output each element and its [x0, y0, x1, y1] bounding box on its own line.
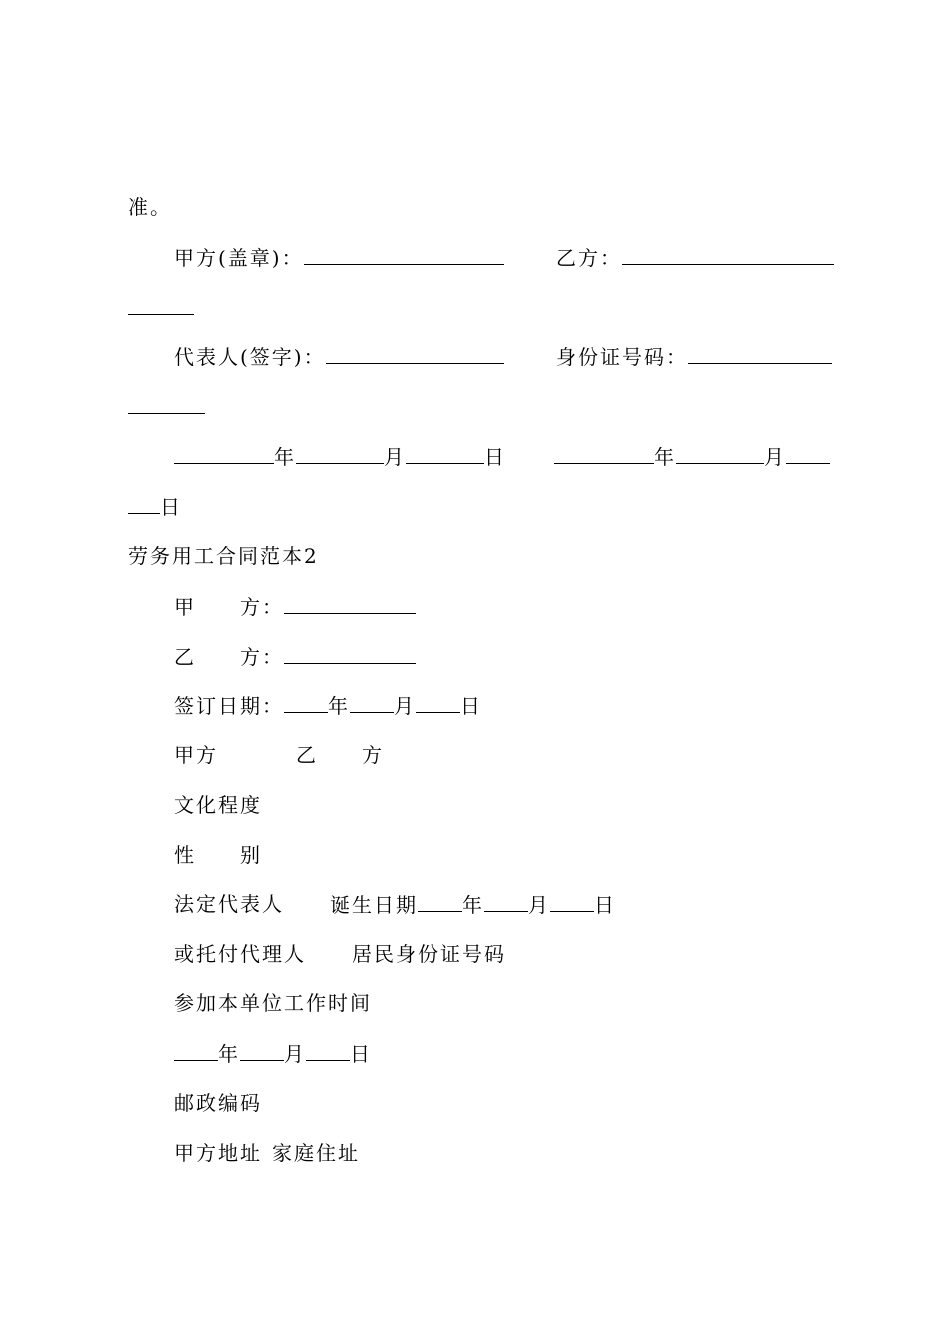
- resident-id-text: 居民身份证号码: [352, 942, 506, 966]
- id-number-blank-2: [128, 393, 205, 414]
- rep-sign-line: [174, 343, 504, 370]
- id-number-blank-cont: [128, 393, 205, 420]
- legal-rep-text: 法定代表人: [174, 892, 284, 916]
- education-text: 文化程度: [174, 793, 262, 817]
- section-title: [128, 543, 319, 569]
- gender-line: [174, 842, 262, 868]
- month-blank-a: [296, 443, 384, 464]
- join-day-blank: [306, 1040, 350, 1061]
- date-line-b: [554, 443, 830, 470]
- party-b-label-2: 乙 方：: [174, 645, 284, 669]
- jia-fang-line: [174, 742, 218, 768]
- month-blank-b: [676, 443, 764, 464]
- year-label-a: 年: [274, 445, 296, 469]
- date-line-a: [174, 443, 506, 470]
- party-a-seal-line: [174, 244, 504, 271]
- date-line-b-cont: [128, 493, 182, 520]
- year-blank-a: [174, 443, 274, 464]
- party-a-label: 甲 方：: [174, 595, 284, 619]
- id-number-blank: [688, 343, 832, 364]
- day-blank-a: [406, 443, 484, 464]
- sign-day-blank: [416, 692, 460, 713]
- party-b-blank: [622, 244, 834, 265]
- sign-month-blank: [350, 692, 394, 713]
- day-label-a: 日: [484, 445, 506, 469]
- gender-text: 性 别: [174, 843, 262, 867]
- agent-line: [174, 941, 306, 967]
- party-b-label: 乙方：: [556, 246, 622, 270]
- join-month-label: 月: [284, 1042, 306, 1066]
- id-number-label: 身份证号码：: [556, 345, 688, 369]
- sign-day-label: 日: [460, 694, 482, 718]
- join-time-line: [174, 990, 372, 1016]
- jia-fang-text: 甲方: [174, 743, 218, 767]
- join-month-blank: [240, 1040, 284, 1061]
- agent-text: 或托付代理人: [174, 942, 306, 966]
- legal-rep-line: [174, 891, 284, 917]
- party-a-blank: [284, 593, 416, 614]
- party-b-line: [556, 244, 834, 271]
- birth-date-line: [330, 891, 616, 918]
- section-title-text: 劳务用工合同范本2: [128, 544, 319, 568]
- birth-date-label: 诞生日期: [330, 893, 418, 917]
- day-blank-b: [786, 443, 830, 464]
- text-zhun: 准。: [128, 195, 172, 219]
- party-b-blank-2: [128, 294, 194, 315]
- party-b-blank-cont: [128, 294, 194, 321]
- month-label-b: 月: [764, 445, 786, 469]
- party-a-address-text: 甲方地址: [174, 1141, 262, 1165]
- birth-month-blank: [484, 891, 528, 912]
- rep-sign-label: 代表人(签字)：: [174, 345, 326, 369]
- resident-id-line: [352, 941, 506, 967]
- sign-year-blank: [284, 692, 328, 713]
- yi-fang-line: [296, 742, 384, 768]
- text-line-1: [128, 194, 172, 220]
- postcode-line: [174, 1090, 262, 1116]
- birth-year-blank: [418, 891, 462, 912]
- join-day-label: 日: [350, 1042, 372, 1066]
- join-year-blank: [174, 1040, 218, 1061]
- sign-month-label: 月: [394, 694, 416, 718]
- party-a-field: [174, 593, 416, 620]
- sign-date-label: 签订日期：: [174, 694, 284, 718]
- day-label-b: 日: [160, 495, 182, 519]
- year-label-b: 年: [654, 445, 676, 469]
- party-a-seal-label: 甲方(盖章)：: [174, 246, 304, 270]
- education-line: [174, 792, 262, 818]
- home-address-text: 家庭住址: [272, 1141, 360, 1165]
- year-blank-b: [554, 443, 654, 464]
- rep-sign-blank: [326, 343, 504, 364]
- id-number-line: [556, 343, 832, 370]
- day-blank-b-2: [128, 493, 160, 514]
- birth-month-label: 月: [528, 893, 550, 917]
- birth-day-label: 日: [594, 893, 616, 917]
- party-b-field: [174, 643, 416, 670]
- join-year-label: 年: [218, 1042, 240, 1066]
- join-time-text: 参加本单位工作时间: [174, 991, 372, 1015]
- address-line: [174, 1140, 360, 1166]
- sign-year-label: 年: [328, 694, 350, 718]
- month-label-a: 月: [384, 445, 406, 469]
- sign-date-line: [174, 692, 482, 719]
- party-b-blank-3: [284, 643, 416, 664]
- yi-fang-text: 乙 方: [296, 743, 384, 767]
- birth-day-blank: [550, 891, 594, 912]
- postcode-text: 邮政编码: [174, 1091, 262, 1115]
- birth-year-label: 年: [462, 893, 484, 917]
- party-a-seal-blank: [304, 244, 504, 265]
- join-date-line: [174, 1040, 372, 1067]
